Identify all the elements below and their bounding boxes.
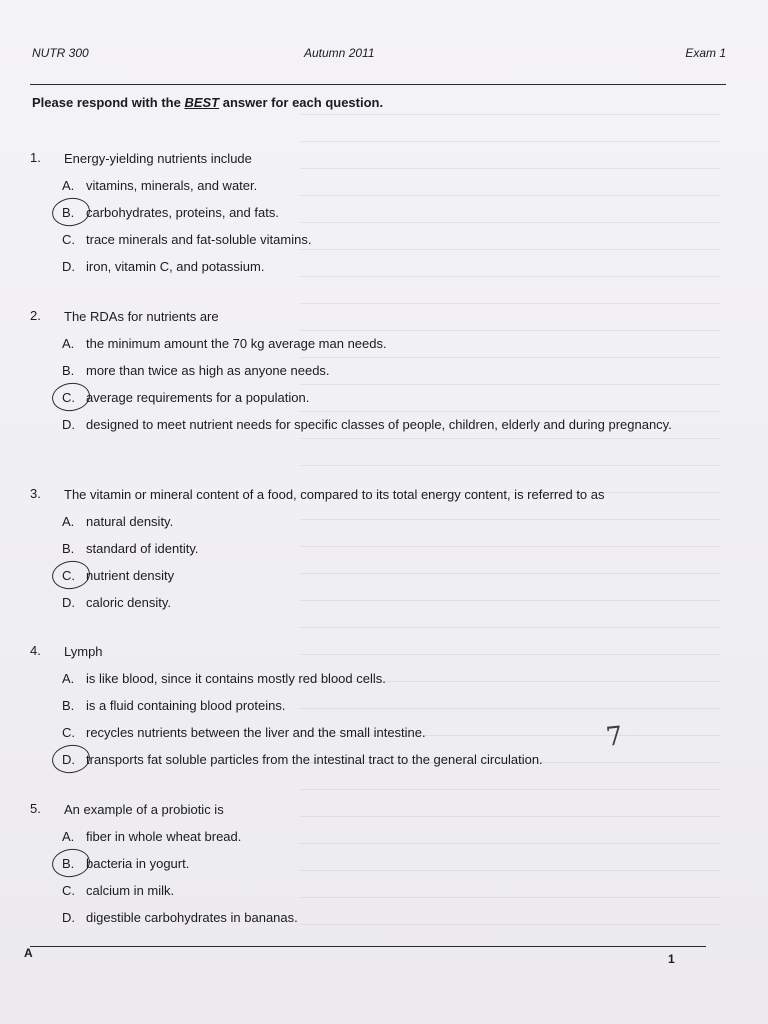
exam-label: Exam 1 [685, 46, 726, 60]
page-number: 1 [668, 952, 675, 966]
question-stem: The RDAs for nutrients are [64, 309, 219, 324]
question-stem: An example of a probiotic is [64, 802, 224, 817]
question-number: 3. [30, 486, 41, 501]
option-d[interactable]: D. transports fat soluble particles from the intestinal tract to the general circulation. [62, 751, 702, 778]
option-c[interactable]: C. trace minerals and fat-soluble vitamins. [62, 232, 312, 247]
option-b[interactable]: B. carbohydrates, proteins, and fats. [62, 204, 702, 231]
option-list [62, 513, 702, 621]
question-number: 4. [30, 643, 41, 658]
option-b[interactable]: B. more than twice as high as anyone needs. [62, 363, 330, 378]
question-number: 2. [30, 308, 41, 323]
option-d[interactable]: D. caloric density. [62, 595, 172, 610]
option-list [62, 335, 702, 464]
page-header [32, 46, 726, 66]
option-a[interactable]: A. is like blood, since it contains mostly red blood cells. [62, 671, 386, 686]
option-c[interactable]: C. calcium in milk. [62, 883, 175, 898]
question-stem: Lymph [64, 644, 103, 659]
exam-form-letter: A [24, 946, 33, 960]
option-list [62, 828, 702, 936]
option-c[interactable]: C. recycles nutrients between the liver and the small intestine. [62, 725, 426, 740]
handwritten-mark: 7 [604, 721, 625, 753]
question-number: 1. [30, 150, 41, 165]
option-d[interactable]: D. iron, vitamin C, and potassium. [62, 259, 265, 274]
course-code: NUTR 300 [32, 46, 89, 60]
term-label: Autumn 2011 [304, 46, 375, 60]
option-a[interactable]: A. fiber in whole wheat bread. [62, 829, 242, 844]
question-stem: The vitamin or mineral content of a food, compared to its total energy content, is referred to as [64, 487, 605, 502]
option-b[interactable]: B. bacteria in yogurt. [62, 855, 702, 882]
option-d[interactable]: D. digestible carbohydrates in bananas. [62, 910, 298, 925]
option-a[interactable]: A. the minimum amount the 70 kg average man needs. [62, 336, 387, 351]
option-b[interactable]: B. is a fluid containing blood proteins. [62, 698, 286, 713]
option-d[interactable]: D. designed to meet nutrient needs for specific classes of people, children, elderly and during pregnancy. [62, 417, 672, 432]
option-a[interactable]: A. vitamins, minerals, and water. [62, 178, 258, 193]
question-number: 5. [30, 801, 41, 816]
header-rule [30, 84, 726, 85]
footer-rule [30, 946, 706, 947]
instructions: Please respond with the BEST answer for each question. [32, 95, 384, 110]
question-stem: Energy-yielding nutrients include [64, 151, 252, 166]
option-list [62, 177, 702, 285]
option-c[interactable]: C. average requirements for a population. [62, 389, 702, 416]
option-b[interactable]: B. standard of identity. [62, 541, 199, 556]
option-c[interactable]: C. nutrient density [62, 567, 702, 594]
option-a[interactable]: A. natural density. [62, 514, 174, 529]
instructions-emphasis: BEST [184, 95, 220, 110]
